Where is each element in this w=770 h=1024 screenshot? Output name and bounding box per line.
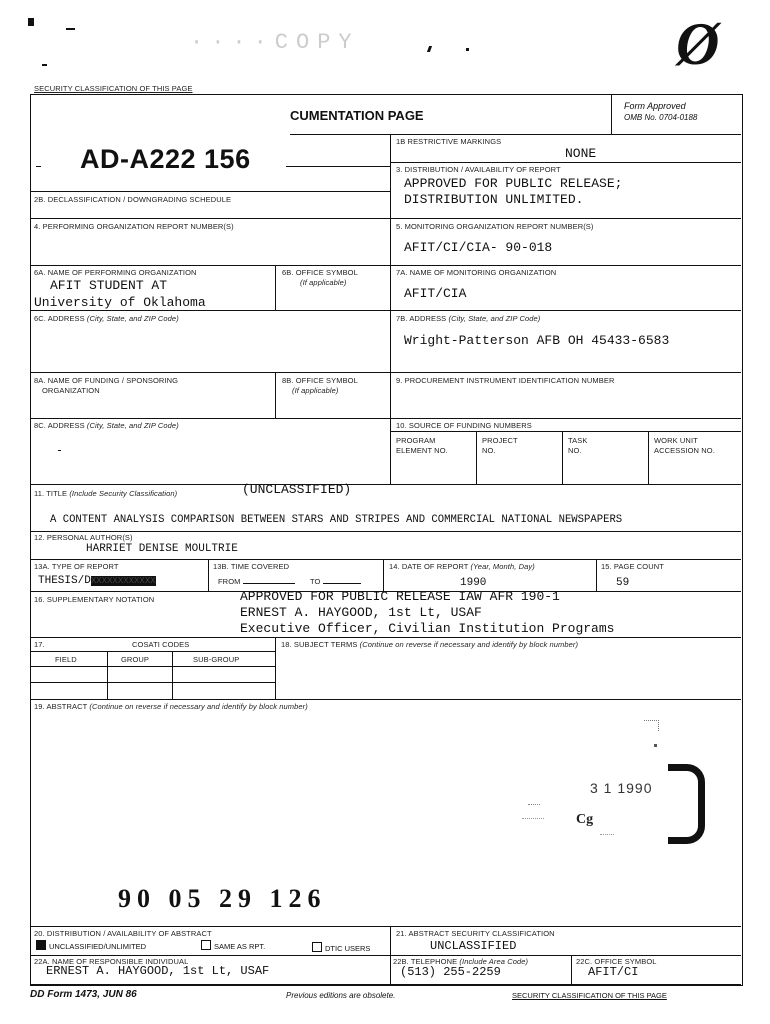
scan-mark-top-left — [28, 18, 34, 26]
checkbox-empty-icon — [201, 940, 211, 950]
supplementary-line-3: Executive Officer, Civilian Institution Programs — [240, 621, 615, 636]
omb-number: OMB No. 0704-0188 — [624, 113, 698, 122]
performing-org-line-2: University of Oklahoma — [34, 295, 206, 310]
label-16-supplementary: 16. SUPPLEMENTARY NOTATION — [34, 595, 155, 604]
page-title: CUMENTATION PAGE — [290, 108, 424, 123]
label-3-distribution: 3. DISTRIBUTION / AVAILABILITY OF REPORT — [396, 165, 561, 174]
office-symbol-value: AFIT/CI — [588, 965, 639, 979]
label-10-funding-numbers: 10. SOURCE OF FUNDING NUMBERS — [396, 421, 532, 430]
label-6a-performing-org: 6A. NAME OF PERFORMING ORGANIZATION — [34, 268, 197, 277]
label-22b-telephone: 22B. TELEPHONE (Include Area Code) — [393, 957, 529, 966]
monitoring-report-value: AFIT/CI/CIA- 90-018 — [404, 240, 553, 255]
stamp-noise — [522, 818, 544, 825]
distribution-line-1: APPROVED FOR PUBLIC RELEASE; — [404, 176, 623, 191]
label-8b-office-symbol: 8B. OFFICE SYMBOL — [282, 376, 358, 385]
restrictive-markings-value: NONE — [565, 146, 597, 161]
label-17-cosati-codes: COSATI CODES — [132, 640, 190, 649]
scan-tick — [42, 64, 47, 66]
scan-mark-dot — [427, 46, 432, 52]
col-task-no: TASK NO. — [568, 436, 588, 455]
supplementary-line-1: APPROVED FOR PUBLIC RELEASE IAW AFR 190-1 — [240, 589, 560, 604]
stamp-noise — [654, 744, 657, 747]
security-classification-label: SECURITY CLASSIFICATION OF THIS PAGE — [34, 84, 193, 93]
checkbox-checked-icon — [36, 940, 46, 950]
label-18-subject-terms: 18. SUBJECT TERMS (Continue on reverse if necessary and identify by block number) — [281, 640, 579, 649]
title-classification: (UNCLASSIFIED) — [242, 482, 352, 497]
label-8b-sub: (If applicable) — [292, 386, 339, 395]
report-title: A CONTENT ANALYSIS COMPARISON BETWEEN STARS AND STRIPES AND COMMERCIAL NATIONAL NEWSPAPERS — [50, 514, 623, 526]
label-6b-office-symbol: 6B. OFFICE SYMBOL — [282, 268, 358, 277]
label-22a-responsible-individual: 22A. NAME OF RESPONSIBLE INDIVIDUAL — [34, 957, 189, 966]
col-sub-group: SUB-GROUP — [193, 655, 240, 664]
label-13b-time-covered: 13B. TIME COVERED — [213, 562, 290, 571]
stamp-mark: Cg — [576, 812, 594, 827]
label-4-performing-report: 4. PERFORMING ORGANIZATION REPORT NUMBER(S) — [34, 222, 234, 231]
label-22c-office-symbol: 22C. OFFICE SYMBOL — [576, 957, 657, 966]
page-count-value: 59 — [616, 577, 630, 589]
col-project-no: PROJECT NO. — [482, 436, 518, 455]
monitoring-org-value: AFIT/CIA — [404, 286, 467, 301]
scan-mark-dash — [66, 28, 75, 30]
col-group: GROUP — [121, 655, 150, 664]
time-covered-from: FROM — [218, 577, 295, 586]
responsible-individual-value: ERNEST A. HAYGOOD, 1st Lt, USAF — [46, 964, 270, 978]
checkbox-dtic-users[interactable]: DTIC USERS — [312, 942, 370, 953]
previous-editions-note: Previous editions are obsolete. — [286, 991, 396, 1000]
label-12-personal-author: 12. PERSONAL AUTHOR(S) — [34, 533, 133, 542]
date-stamp: 3 1 1990 — [590, 780, 653, 796]
stamp-noise — [644, 720, 659, 731]
col-field: FIELD — [55, 655, 77, 664]
supplementary-line-2: ERNEST A. HAYGOOD, 1st Lt, USAF — [240, 605, 482, 620]
label-8c-address: 8C. ADDRESS (City, State, and ZIP Code) — [34, 421, 179, 430]
footer-security-classification: SECURITY CLASSIFICATION OF THIS PAGE — [512, 991, 667, 1000]
abstract-classification-value: UNCLASSIFIED — [430, 939, 517, 953]
label-11-title: 11. TITLE (Include Security Classification) — [34, 489, 178, 498]
form-id: DD Form 1473, JUN 86 — [30, 989, 137, 1000]
checkbox-empty-icon — [312, 942, 322, 952]
stamp-noise — [600, 834, 614, 838]
struck-text: XXXXXXXXXXXX — [90, 576, 156, 586]
scan-tick — [58, 450, 61, 451]
performing-org-line-1: AFIT STUDENT AT — [50, 278, 168, 293]
label-8a-funding-org: 8A. NAME OF FUNDING / SPONSORING — [34, 376, 179, 385]
label-6c-address: 6C. ADDRESS (City, State, and ZIP Code) — [34, 314, 179, 323]
label-19-abstract: 19. ABSTRACT (Continue on reverse if necessary and identify by block number) — [34, 702, 308, 711]
faint-header-text: ····COPY — [190, 30, 360, 55]
label-5-monitoring-report: 5. MONITORING ORGANIZATION REPORT NUMBER(S) — [396, 222, 594, 231]
label-21-abstract-classification: 21. ABSTRACT SECURITY CLASSIFICATION — [396, 929, 555, 938]
telephone-value: (513) 255-2259 — [400, 965, 501, 979]
scan-mark-dot — [466, 48, 469, 51]
label-15-page-count: 15. PAGE COUNT — [601, 562, 664, 571]
label-7a-monitoring-org: 7A. NAME OF MONITORING ORGANIZATION — [396, 268, 557, 277]
label-7b-address: 7B. ADDRESS (City, State, and ZIP Code) — [396, 314, 541, 323]
type-of-report-value: THESIS/DXXXXXXXXXXXX — [38, 575, 156, 587]
corner-mark: Ø — [676, 11, 720, 77]
stamp-noise — [528, 796, 540, 805]
label-13a-type-of-report: 13A. TYPE OF REPORT — [34, 562, 119, 571]
label-2b-declassification: 2B. DECLASSIFICATION / DOWNGRADING SCHEDULE — [34, 195, 232, 204]
label-17: 17. — [34, 640, 45, 649]
label-8a-organization: ORGANIZATION — [42, 386, 100, 395]
distribution-line-2: DISTRIBUTION UNLIMITED. — [404, 192, 584, 207]
form-approved-label: Form Approved — [624, 101, 686, 111]
checkbox-same-as-rpt[interactable]: SAME AS RPT. — [201, 940, 265, 951]
label-20-distribution-abstract: 20. DISTRIBUTION / AVAILABILITY OF ABSTRACT — [34, 929, 212, 938]
checkbox-unclassified-unlimited[interactable]: UNCLASSIFIED/UNLIMITED — [36, 940, 146, 951]
col-work-unit: WORK UNIT ACCESSION NO. — [654, 436, 715, 455]
left-tick — [36, 166, 41, 167]
label-14-date-of-report: 14. DATE OF REPORT (Year, Month, Day) — [389, 562, 535, 571]
label-1b-restrictive-markings: 1B RESTRICTIVE MARKINGS — [396, 137, 502, 146]
label-6b-sub: (If applicable) — [300, 278, 347, 287]
label-9-procurement: 9. PROCUREMENT INSTRUMENT IDENTIFICATION NUMBER — [396, 376, 615, 385]
time-covered-to: TO — [310, 577, 361, 586]
accession-number: AD-A222 156 — [80, 144, 251, 174]
stamp-bracket — [668, 764, 705, 844]
monitoring-address-value: Wright-Patterson AFB OH 45433-6583 — [404, 333, 670, 348]
col-program-element: PROGRAM ELEMENT NO. — [396, 436, 448, 455]
personal-author-value: HARRIET DENISE MOULTRIE — [86, 543, 238, 555]
accession-stamp-digits: 90 05 29 126 — [118, 884, 327, 913]
date-of-report-value: 1990 — [460, 577, 487, 589]
